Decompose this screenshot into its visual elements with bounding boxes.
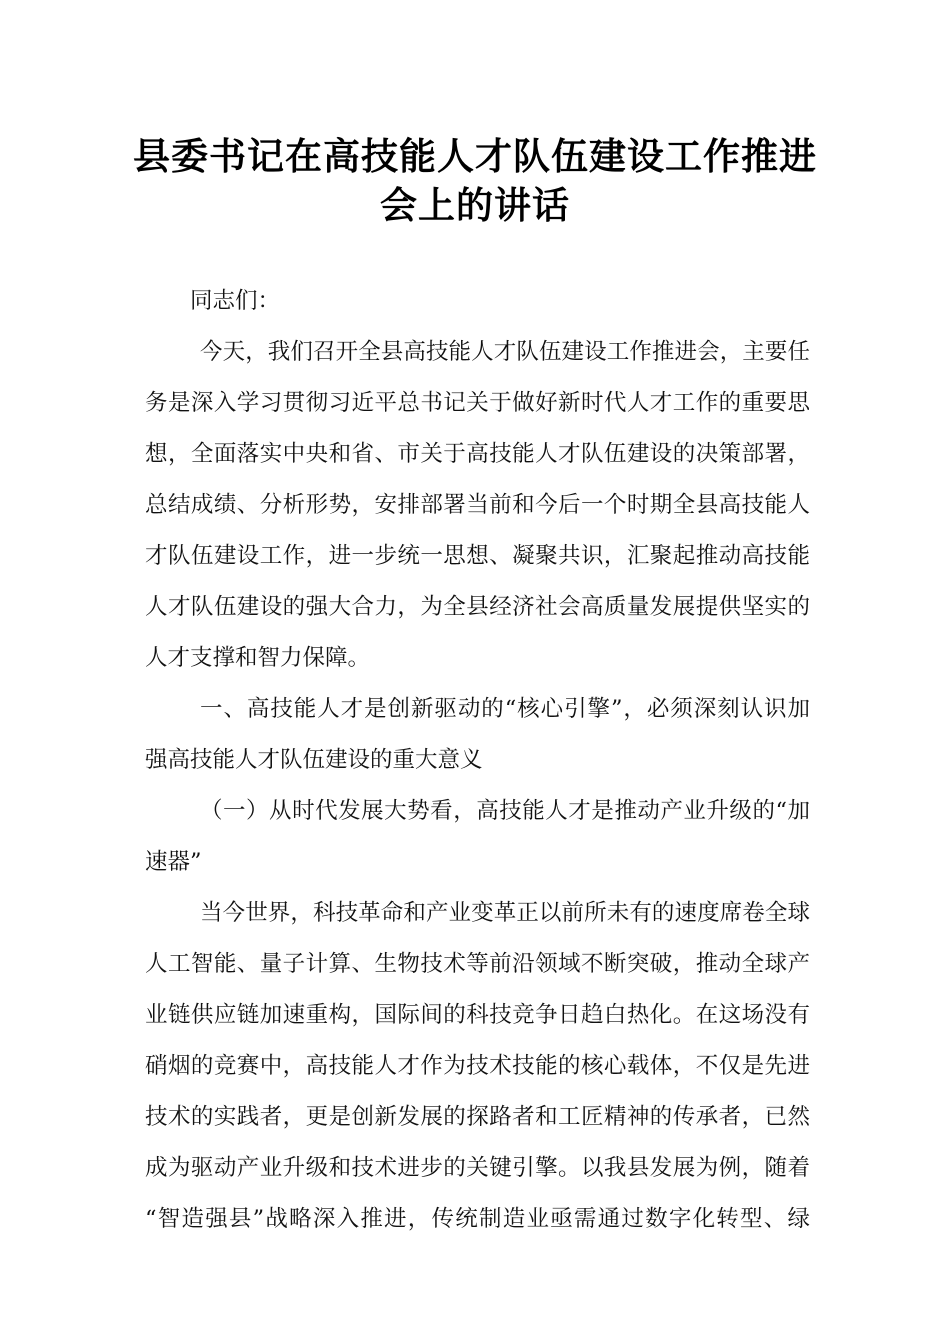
paragraph-line: 总结成绩、分析形势，安排部署当前和今后一个时期全县高技能人 [145,492,810,518]
document-title-line-2: 会上的讲话 [380,184,570,227]
paragraph-line: 人工智能、量子计算、生物技术等前沿领域不断突破，推动全球产 [145,951,810,977]
paragraph-line: 想，全面落实中央和省、市关于高技能人才队伍建设的决策部署， [145,441,810,467]
paragraph-line: “智造强县”战略深入推进，传统制造业亟需通过数字化转型、绿 [145,1206,810,1232]
paragraph-line: 技术的实践者，更是创新发展的探路者和工匠精神的传承者，已然 [145,1104,810,1130]
paragraph-line: 人才支撑和智力保障。 [145,645,371,671]
section-heading-line: 强高技能人才队伍建设的重大意义 [145,747,483,773]
paragraph-line: 今天，我们召开全县高技能人才队伍建设工作推进会，主要任 [200,339,810,365]
paragraph-line: 硝烟的竞赛中，高技能人才作为技术技能的核心载体，不仅是先进 [145,1053,810,1079]
paragraph-line: 人才队伍建设的强大合力，为全县经济社会高质量发展提供坚实的 [145,594,810,620]
document-title-line-1: 县委书记在高技能人才队伍建设工作推进 [133,135,817,178]
paragraph-line: 业链供应链加速重构，国际间的科技竞争日趋白热化。在这场没有 [145,1002,810,1028]
subsection-heading-line: 速器” [145,849,202,875]
section-heading-line: 一、高技能人才是创新驱动的“核心引擎”，必须深刻认识加 [200,696,810,722]
greeting: 同志们： [190,288,281,314]
paragraph-line: 成为驱动产业升级和技术进步的关键引擎。以我县发展为例，随着 [145,1155,810,1181]
paragraph-line: 务是深入学习贯彻习近平总书记关于做好新时代人才工作的重要思 [145,390,810,416]
paragraph-line: 才队伍建设工作，进一步统一思想、凝聚共识，汇聚起推动高技能 [145,543,810,569]
subsection-heading-line: （一）从时代发展大势看，高技能人才是推动产业升级的“加 [200,798,810,824]
paragraph-line: 当今世界，科技革命和产业变革正以前所未有的速度席卷全球 [200,900,810,926]
